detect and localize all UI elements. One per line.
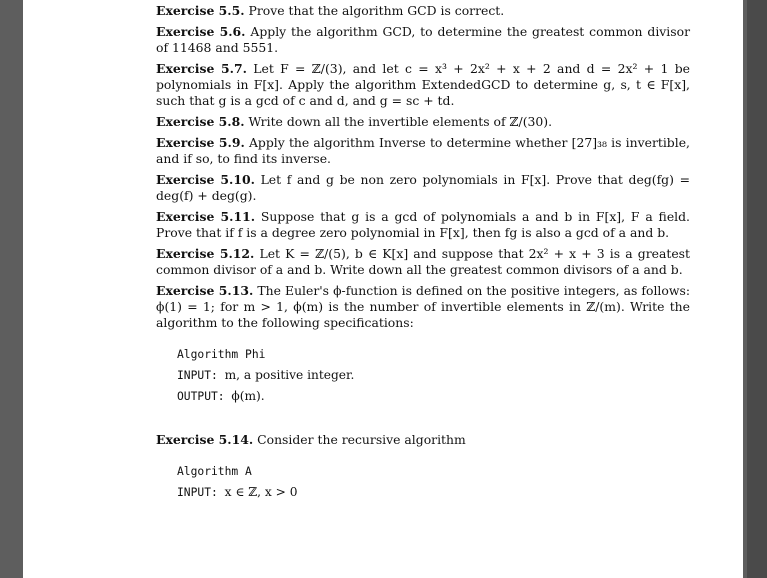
page-content [156, 3, 690, 503]
exercise-5-14 [156, 432, 690, 448]
document-page [23, 0, 743, 578]
algorithm-phi-block [177, 345, 690, 407]
exercise-text: Consider the recursive algorithm [257, 432, 466, 447]
algorithm-output [177, 386, 690, 407]
exercise-5-11 [156, 209, 690, 241]
viewer-background-edge [747, 0, 767, 578]
exercise-text: Let F = ℤ/(3), and let c = x³ + 2x² + x + 2 and d = 2x² + 1 be polynomials in F[x]. Apply the algorithm ExtendedGCD to determine g, s, t ∈ F[x], such that g is a gcd of c and d, and g = sc + td. [156, 61, 690, 108]
exercise-text: Suppose that g is a gcd of polynomials a and b in F[x], F a field. Prove that if f is a degree zero polynomial in F[x], then fg is also a gcd of a and b. [156, 209, 690, 240]
algorithm-input [177, 482, 690, 503]
exercise-label: Exercise 5.14. [156, 432, 254, 447]
exercise-label: Exercise 5.9. [156, 135, 245, 150]
exercise-5-13 [156, 283, 690, 331]
exercise-text: Let f and g be non zero polynomials in F[x]. Prove that deg(fg) = deg(f) + deg(g). [156, 172, 690, 203]
algorithm-input [177, 365, 690, 386]
exercise-label: Exercise 5.11. [156, 209, 256, 224]
input-label: INPUT: [177, 486, 218, 499]
exercise-text: The Euler's ϕ-function is defined on the positive integers, as follows: ϕ(1) = 1; for m > 1, ϕ(m) is the number of invertible elements in ℤ/(m). Write the algorithm to the following specifications: [156, 283, 690, 330]
exercise-5-9 [156, 135, 690, 167]
exercise-5-7 [156, 61, 690, 109]
exercise-label: Exercise 5.10. [156, 172, 255, 187]
exercise-label: Exercise 5.12. [156, 246, 255, 261]
exercise-label: Exercise 5.7. [156, 61, 247, 76]
exercise-text: Write down all the invertible elements of ℤ/(30). [248, 114, 553, 129]
output-label: OUTPUT: [177, 390, 225, 403]
exercise-5-8 [156, 114, 690, 130]
exercise-text: Apply the algorithm GCD, to determine the greatest common divisor of 11468 and 5551. [156, 24, 690, 55]
output-text: ϕ(m). [231, 389, 265, 403]
algorithm-a-block [177, 462, 690, 503]
exercise-label: Exercise 5.8. [156, 114, 245, 129]
input-text: x ∈ ℤ, x > 0 [224, 485, 298, 499]
exercise-5-6 [156, 24, 690, 56]
exercise-label: Exercise 5.6. [156, 24, 246, 39]
algorithm-name: Algorithm Phi [177, 348, 266, 361]
input-text: m, a positive integer. [224, 368, 355, 382]
exercise-label: Exercise 5.5. [156, 3, 245, 18]
exercise-label: Exercise 5.13. [156, 283, 254, 298]
exercise-5-12 [156, 246, 690, 278]
algorithm-name: Algorithm A [177, 465, 252, 478]
exercise-5-10 [156, 172, 690, 204]
exercise-5-5 [156, 3, 690, 19]
exercise-text: Apply the algorithm Inverse to determine whether [27]₃₈ is invertible, and if so, to find its inverse. [156, 135, 690, 166]
input-label: INPUT: [177, 369, 218, 382]
exercise-text: Let K = ℤ/(5), b ∈ K[x] and suppose that 2x² + x + 3 is a greatest common divisor of a and b. Write down all the greatest common divisors of a and b. [156, 246, 690, 277]
exercise-text: Prove that the algorithm GCD is correct. [248, 3, 505, 18]
